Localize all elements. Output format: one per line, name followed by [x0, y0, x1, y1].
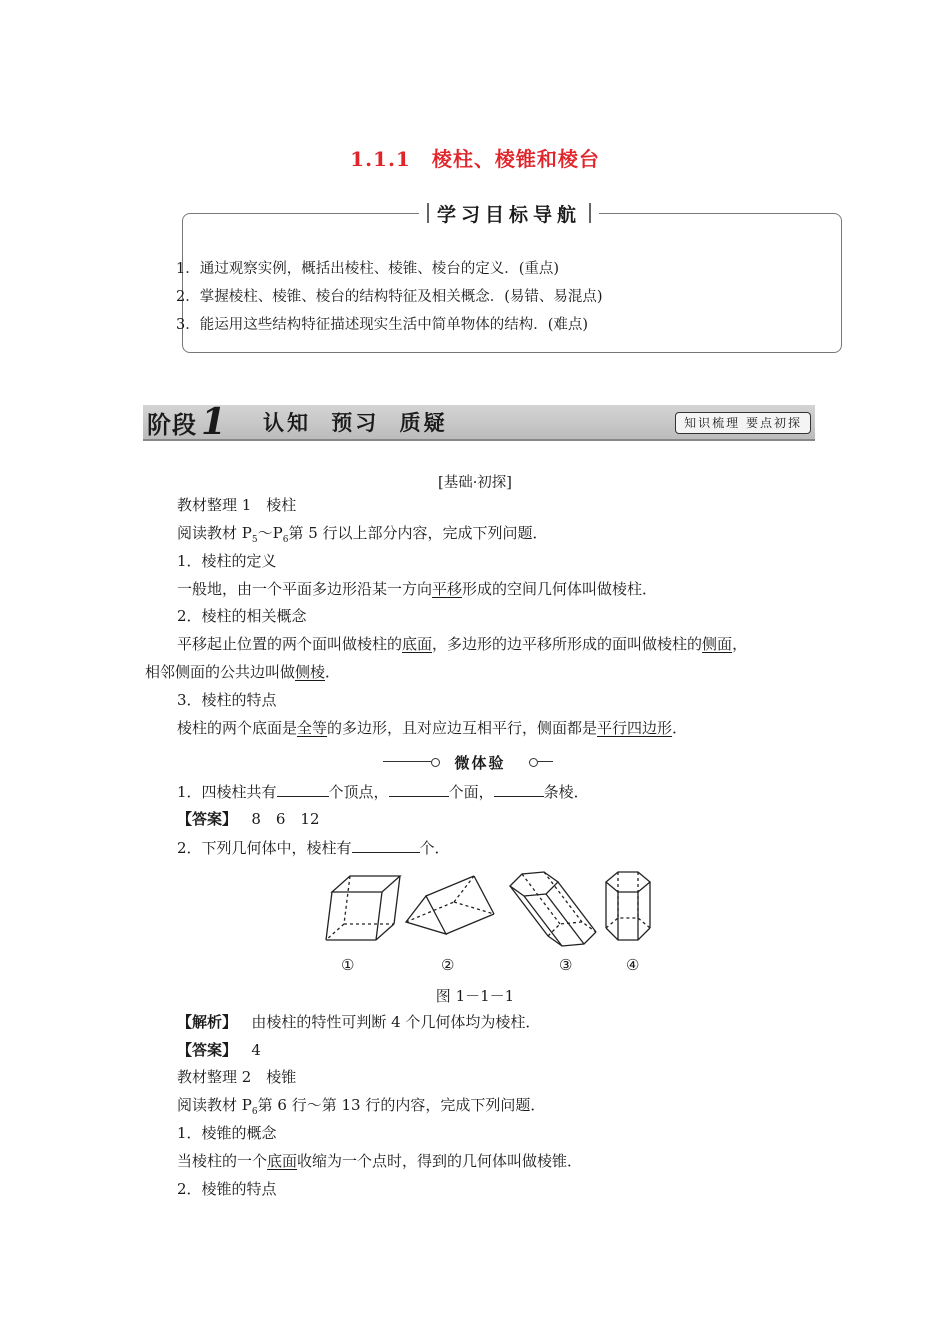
- prism-def-heading: 1．棱柱的定义: [177, 552, 277, 570]
- stage-title: 认知 预习 质疑: [263, 411, 448, 435]
- goal-item: 2．掌握棱柱、棱锥、棱台的结构特征及相关概念．(易错、易混点): [176, 289, 603, 305]
- stage-number: 1: [201, 401, 228, 443]
- prism-feature-heading: 3．棱柱的特点: [177, 691, 277, 709]
- prism-figure-3: [510, 872, 596, 946]
- figure-label: ③: [559, 956, 573, 974]
- micro-divider: [383, 752, 553, 772]
- prism-concept-heading: 2．棱柱的相关概念: [177, 607, 307, 625]
- prism-figure-1: [326, 876, 400, 940]
- material1-reading: 阅读教材 $P_5\sim P_6$第 5 行以上部分内容，完成下列问题．: [177, 524, 548, 545]
- stage-banner: [143, 401, 815, 443]
- page-title: 1.1.1 棱柱、棱锥和棱台: [350, 147, 600, 171]
- figure-label: ④: [626, 956, 640, 974]
- goals-heading-text: 学习目标导航: [436, 203, 581, 226]
- goals-heading: [419, 198, 599, 228]
- answer-1: 【答案】 8 6 12: [177, 810, 320, 828]
- prism-concept-text: 平移起止位置的两个面叫做棱柱的底面，多边形的边平移所形成的面叫做棱柱的侧面，: [177, 635, 748, 653]
- analysis: 【解析】 由棱柱的特性可判断 4 个几何体均为棱柱．: [177, 1013, 541, 1031]
- material1-heading: 教材整理 1 棱柱: [177, 496, 297, 514]
- figure-caption: 图 1－1－1: [435, 987, 515, 1005]
- goal-item: 1．通过观察实例，概括出棱柱、棱锥、棱台的定义．(重点): [176, 261, 560, 277]
- material2-reading: 阅读教材 $P_6$第 6 行～第 13 行的内容，完成下列问题．: [177, 1096, 546, 1117]
- prism-def-text: 一般地，由一个平面多边形沿某一方向平移形成的空间几何体叫做棱柱．: [177, 580, 658, 598]
- prism-figure-2: [406, 876, 494, 934]
- section-label: [基础·初探]: [438, 475, 512, 491]
- stage-tag: 知识梳理 要点初探: [675, 412, 811, 434]
- answer-2: 【答案】 4: [177, 1041, 261, 1059]
- pyramid-concept-text: 当棱柱的一个底面收缩为一个点时，得到的几何体叫做棱锥．: [177, 1152, 583, 1170]
- goals-list: [176, 255, 603, 339]
- micro-heading: 微体验: [454, 754, 506, 772]
- question-1: 1．四棱柱共有 个顶点， 个面， 条棱．: [177, 783, 589, 801]
- prism-concept-text-cont: 相邻侧面的公共边叫做侧棱．: [145, 663, 341, 681]
- stage-label: 阶段 1: [147, 401, 228, 443]
- figure-label: ①: [341, 956, 355, 974]
- prism-feature-text: 棱柱的两个底面是全等的多边形，且对应边互相平行，侧面都是平行四边形．: [177, 719, 688, 737]
- prisms-figure: [322, 868, 662, 948]
- pyramid-feature-heading: 2．棱锥的特点: [177, 1180, 277, 1198]
- prism-figure-4: [606, 872, 650, 940]
- material2-heading: 教材整理 2 棱锥: [177, 1068, 297, 1086]
- goal-item: 3．能运用这些结构特征描述现实生活中简单物体的结构．(难点): [176, 317, 589, 333]
- question-2: 2．下列几何体中，棱柱有 个．: [177, 839, 450, 857]
- figure-label: ②: [441, 956, 455, 974]
- pyramid-concept-heading: 1．棱锥的概念: [177, 1124, 277, 1142]
